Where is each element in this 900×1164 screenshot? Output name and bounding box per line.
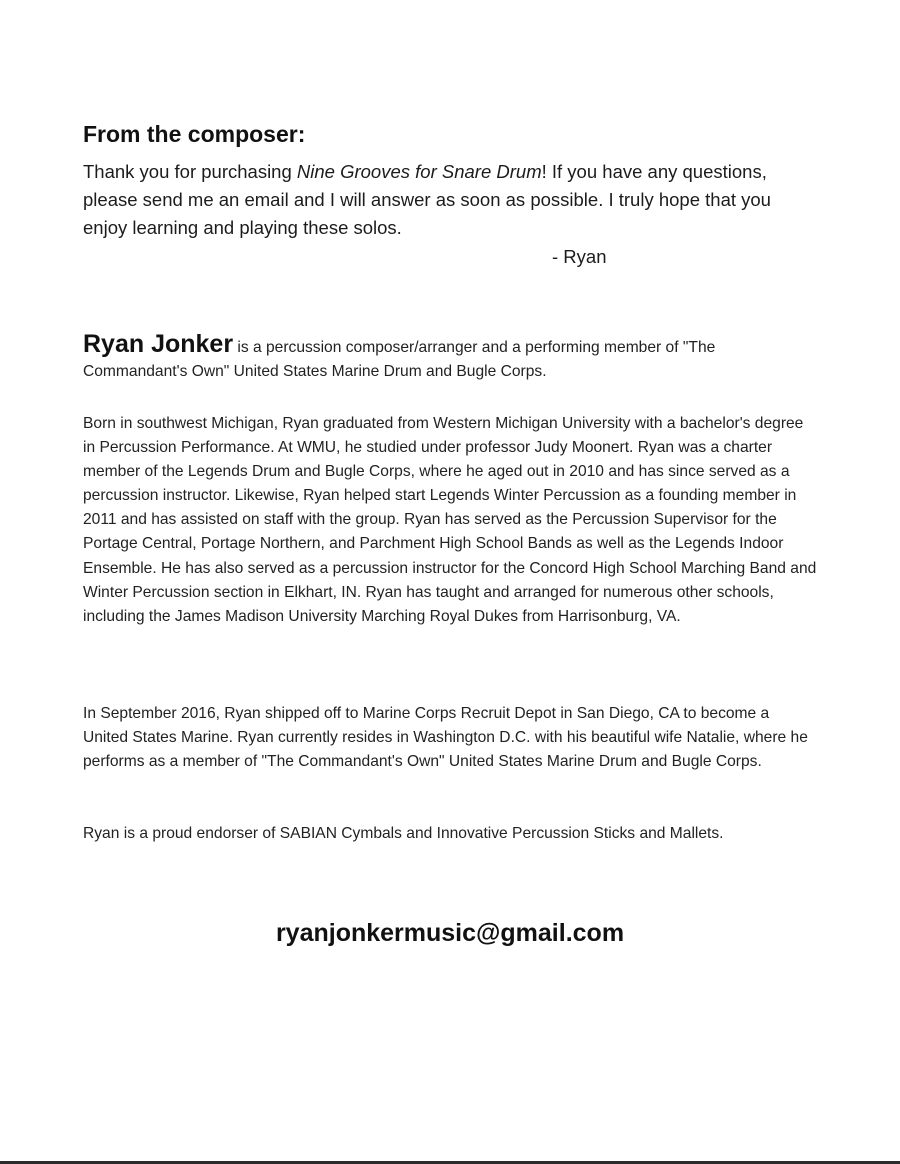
composer-signature: - Ryan: [552, 246, 607, 267]
composer-note-text: [83, 158, 803, 242]
bio-paragraph-endorsements: Ryan is a proud endorser of SABIAN Cymbals and Innovative Percussion Sticks and Mallets.: [83, 825, 724, 842]
composer-note-heading: From the composer:: [83, 121, 306, 147]
bio-paragraph-marines: In September 2016, Ryan shipped off to Marine Corps Recruit Depot in San Diego, CA to become a United States Marine. Ryan currently resides in Washington D.C. with his beautiful wife Natalie, where he performs as a member of "The Commandant's Own" United States Marine Drum and Bugle Corps.: [83, 705, 808, 771]
bio-intro: [83, 332, 818, 384]
composer-note-text-start: Thank you for purchasing: [83, 161, 297, 182]
composer-note-text-end: ! If you have any questions, please send me an email and I will answer as soon as possible. I truly hope that you enjoy learning and playing these solos.: [83, 161, 771, 238]
contact-email: ryanjonkermusic@gmail.com: [275, 919, 625, 947]
bio-name: Ryan Jonker: [83, 330, 234, 358]
book-title: Nine Grooves for Snare Drum: [296, 161, 542, 182]
bio-paragraph-education: Born in southwest Michigan, Ryan graduated from Western Michigan University with a bachelor's degree in Percussion Performance. At WMU, he studied under professor Judy Moonert. Ryan was a charter member of the Legends Drum and Bugle Corps, where he aged out in 2010 and has since served as a percussion instructor. Likewise, Ryan helped start Legends Winter Percussion as a founding member in 2011 and has assisted on staff with the group. Ryan has served as the Percussion Supervisor for the Portage Central, Portage Northern, and Parchment High School Bands as well as the Legends Indoor Ensemble. He has also served as a percussion instructor for the Concord High School Marching Band and Winter Percussion section in Elkhart, IN. Ryan has taught and arranged for numerous other schools, including the James Madison University Marching Royal Dukes from Harrisonburg, VA.: [83, 415, 817, 625]
bio-intro-text: is a percussion composer/arranger and a performing member of "The Commandant's Own" United States Marine Drum and Bugle Corps.: [83, 339, 716, 381]
